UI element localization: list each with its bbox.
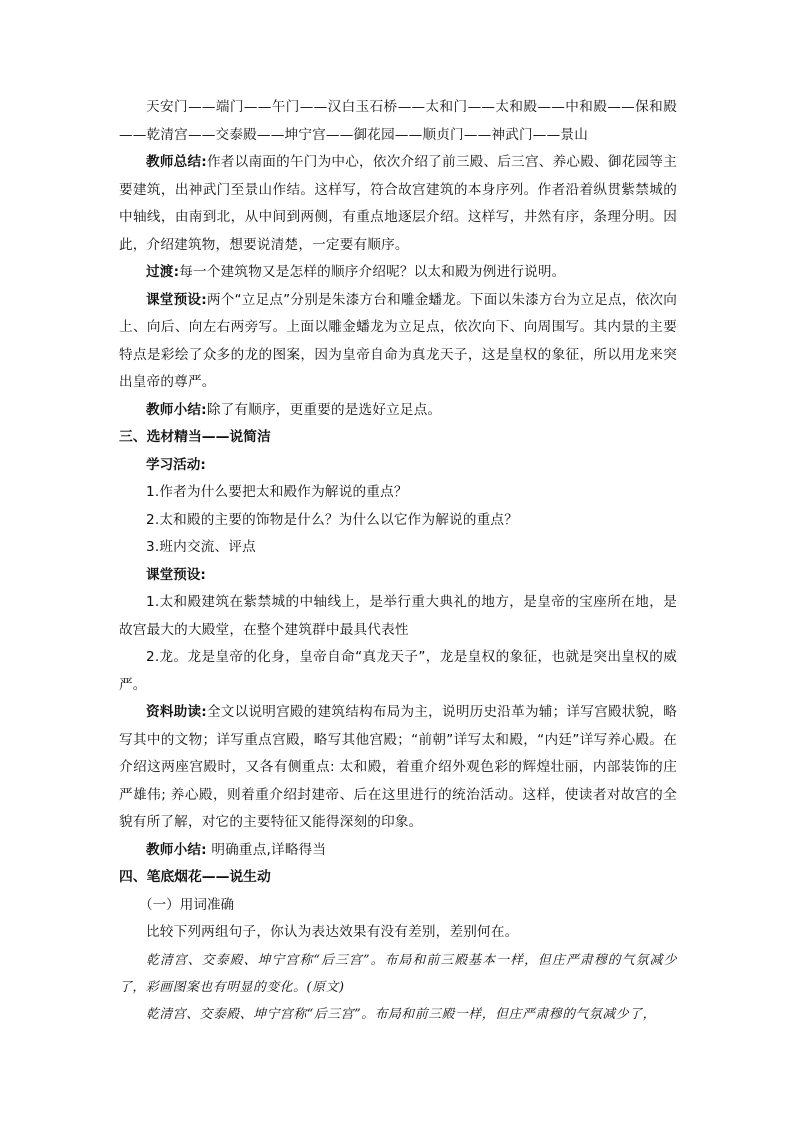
route-paragraph: 天安门——端门——午门——汉白玉石桥——太和门——太和殿——中和殿——保和殿——乾清宫——交泰殿——坤宁宫——御花园——顺贞门——神武门——景山: [119, 99, 677, 143]
class-preset-paragraph: [119, 287, 677, 397]
quote-modified: 乾清宫、交泰殿、坤宁宫称“后三宫”。布局和前三殿一样，但庄严肃穆的气氛减少了，: [146, 1006, 656, 1022]
activity-item: 2.太和殿的主要的饰物是什么？为什么以它作为解说的重点？: [146, 511, 519, 528]
subsection-1-heading: （一）用词准确: [139, 896, 235, 913]
teacher-summary-text: 作者以南面的午门为中心，依次介绍了前三殿、后三宫、养心殿、御花园等主要建筑，出神武门至景山作结。这样写，符合故宫建筑的本身序列。作者沿着纵贯紫禁城的中轴线，由南到北，从中间到两侧，有重点地逐层介绍。这样写，井然有序，条理分明。因此，介绍建筑物，想要说清楚，一定要有顺序。: [119, 154, 677, 253]
class-preset-label: 课堂预设:: [146, 291, 207, 308]
transition-label: 过渡:: [146, 264, 180, 280]
class-preset-text: 两个“立足点”分别是朱漆方台和雕金蟠龙。下面以朱漆方台为立足点，依次向上、向后、向左右两旁写。上面以雕金蟠龙为立足点，依次向下、向周围写。其内景的主要特点是彩绘了众多的龙的图案，因为皇帝自命为真龙天子，这是皇权的象征，所以用龙来突出皇帝的尊严。: [119, 291, 677, 390]
preset-item: 1.太和殿建筑在紫禁城的中轴线上，是举行重大典礼的地方，是皇帝的宝座所在地，是故宫最大的大殿堂，在整个建筑群中最具代表性: [119, 594, 677, 638]
material-reading-label: 资料助读:: [146, 704, 207, 720]
preset-item: 2.龙。龙是皇帝的化身，皇帝自命“真龙天子”，龙是皇权的象征，也就是突出皇权的威严。: [119, 649, 677, 693]
section-4-heading: 四、笔底烟花——说生动: [119, 869, 271, 885]
teacher-summary-label: 教师总结:: [146, 154, 207, 170]
compare-prompt: 比较下列两组句子，你认为表达效果有没有差别，差别何在。: [146, 924, 519, 940]
teacher-brief-label: 教师小结:: [146, 401, 207, 418]
teacher-brief-paragraph: [119, 397, 677, 425]
activity-item: 1.作者为什么要把太和殿作为解说的重点？: [146, 484, 408, 500]
document-page: [119, 94, 677, 1028]
teacher-brief-2-paragraph: [119, 837, 677, 865]
transition-text: 每一个建筑物又是怎样的顺序介绍呢？以太和殿为例进行说明。: [179, 264, 566, 280]
teacher-brief-text: 除了有顺序，更重要的是选好立足点。: [206, 401, 442, 418]
class-preset-2-label: 课堂预设:: [146, 566, 206, 583]
transition-paragraph: [119, 259, 677, 287]
teacher-summary-paragraph: [119, 149, 677, 259]
teacher-brief-2-label: 教师小结:: [146, 841, 207, 858]
learning-activity-label: 学习活动:: [146, 456, 206, 473]
teacher-brief-2-text: 明确重点,详略得当: [211, 841, 327, 858]
activity-item: 3.班内交流、评点: [146, 539, 256, 555]
section-3-heading: 三、选材精当——说简洁: [119, 429, 271, 445]
material-reading-text: 全文以说明宫殿的建筑结构布局为主，说明历史沿革为辅；详写宫殿状貌，略写其中的文物；详写重点宫殿，略写其他宫殿；“前朝”详写太和殿，“内廷”详写养心殿。在介绍这两座宫殿时，又各有侧重点: 太和殿，着重介绍外观色彩的辉煌壮丽，内部装饰的庄严雄伟; 养心殿，则着重介绍封建帝、后在这里进行的统治活动。这样，使读者对故宫的全貌有所了解，对它的主要特征又能得深刻的印象。: [119, 704, 677, 830]
quote-original: 乾清宫、交泰殿、坤宁宫称“后三宫”。布局和前三殿基本一样，但庄严肃穆的气氛减少了，彩画图案也有明显的变化。(原文): [119, 952, 677, 995]
material-reading-paragraph: [119, 699, 677, 837]
